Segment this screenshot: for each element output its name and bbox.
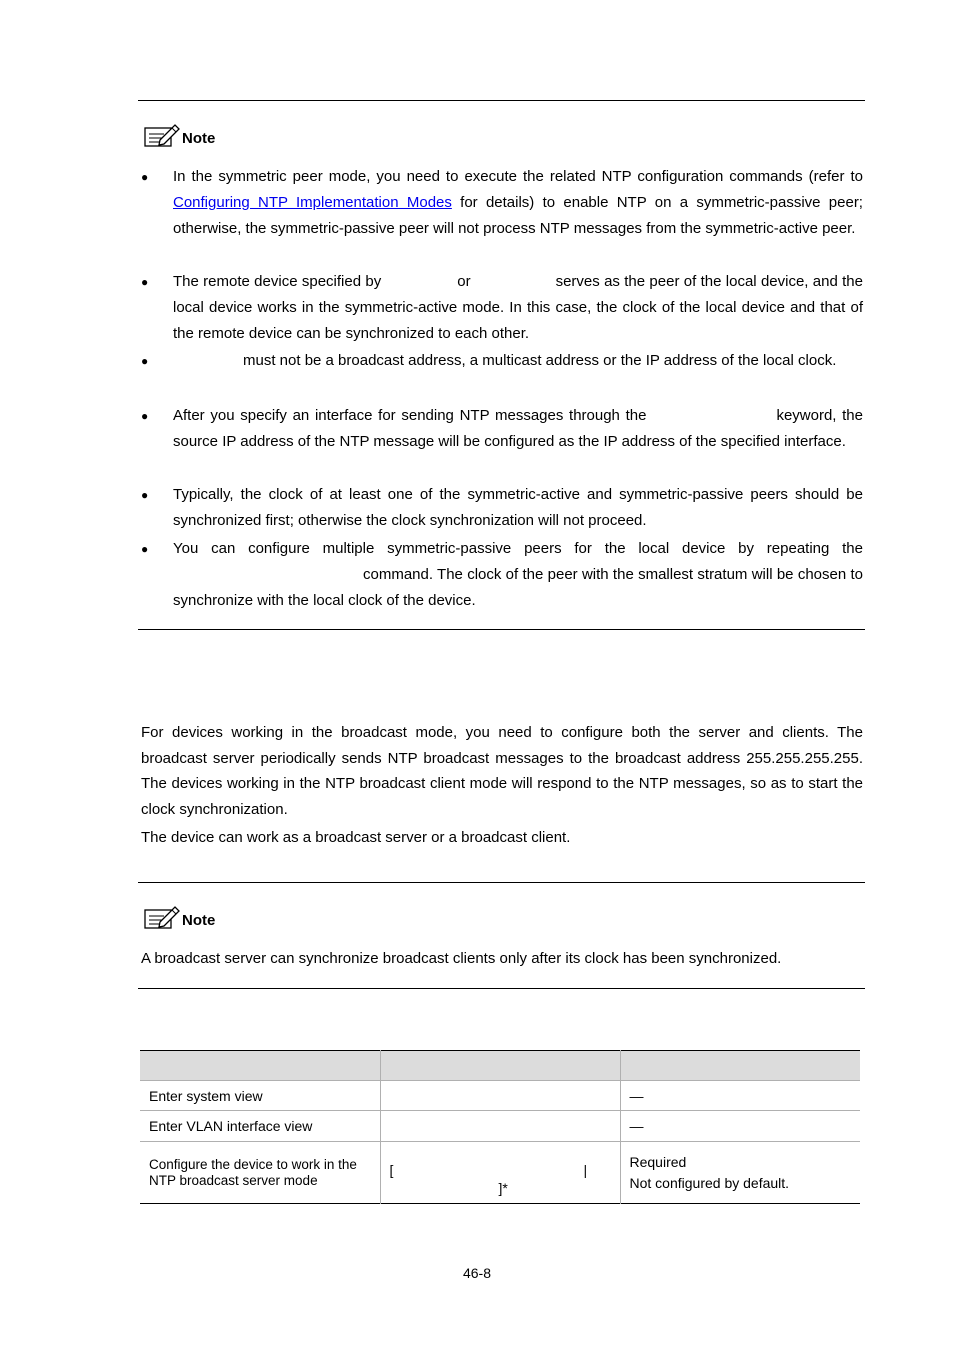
- command-cell: [380, 1111, 620, 1142]
- bullet-dot: ●: [141, 275, 149, 289]
- note-label: Note: [182, 912, 216, 929]
- operation-cell: Enter system view: [140, 1081, 380, 1111]
- table-header-row: [140, 1051, 860, 1081]
- body-paragraph: The device can work as a broadcast server or a broadcast client.: [141, 829, 571, 846]
- bullet-dot: ●: [141, 409, 149, 423]
- bullet-dot: ●: [141, 488, 149, 502]
- command-cell: [380, 1081, 620, 1111]
- remarks-cell: —: [629, 1118, 644, 1134]
- top-rule: [138, 100, 865, 101]
- note2-bottom-rule: [138, 988, 865, 989]
- bullet-dot: ●: [141, 170, 149, 184]
- operation-cell: Enter VLAN interface view: [140, 1111, 380, 1142]
- body-paragraph: For devices working in the broadcast mode, you need to configure both the server and clients. The broadcast server periodically sends NTP broadcast messages to the broadcast address 255.255.255.255. The devices working in the NTP broadcast client mode will respond to the NTP messages, so as to start the clock synchronization.: [141, 724, 863, 818]
- bullet-dot: ●: [141, 354, 149, 368]
- table-header-cell: [620, 1051, 860, 1081]
- table-header-cell: [380, 1051, 620, 1081]
- note-pencil-icon: [142, 904, 180, 932]
- note2-top-rule: [138, 882, 865, 883]
- remarks-cell: —: [629, 1087, 644, 1104]
- note-pencil-icon: [142, 122, 180, 150]
- note-label: Note: [182, 130, 216, 147]
- note-bottom-rule: [138, 629, 865, 630]
- table-row: [140, 1111, 860, 1142]
- link-configuring-ntp-modes[interactable]: Configuring NTP Implementation Modes: [173, 194, 452, 211]
- bullet-dot: ●: [141, 542, 149, 556]
- page-number: 46-8: [462, 1265, 492, 1281]
- table-row: [140, 1142, 860, 1204]
- note-text: A broadcast server can synchronize broadcast clients only after its clock has been synchronized.: [141, 950, 782, 967]
- operation-cell: Configure the device to work in the NTP broadcast server mode: [140, 1142, 380, 1204]
- command-cell: [ | ]*: [380, 1142, 620, 1204]
- table-header-cell: [140, 1051, 380, 1081]
- remarks-cell: Required Not configured by default.: [629, 1154, 790, 1191]
- table-row: [140, 1081, 860, 1111]
- config-table: [140, 1050, 860, 1204]
